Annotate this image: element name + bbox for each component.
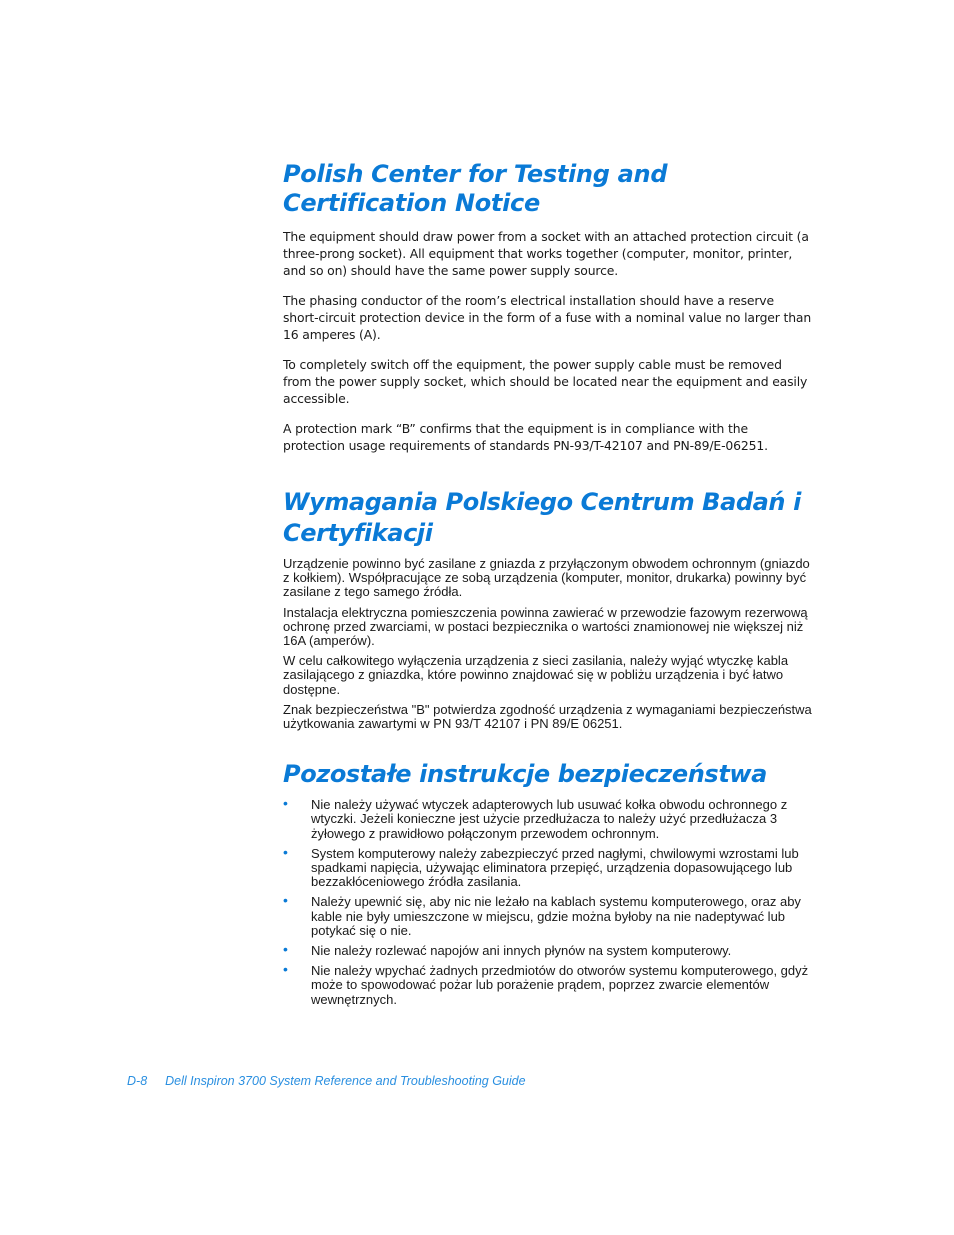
page-footer (127, 1074, 526, 1088)
list-item (283, 941, 813, 959)
section-heading-polish-center: Polish Center for Testing and Certification Notice (283, 160, 668, 217)
footer-title: Dell Inspiron 3700 System Reference and Troubleshooting Guide (165, 1074, 526, 1088)
paragraph: A protection mark “B” confirms that the equipment is in compliance with the protection usage requirements of standards PN-93/T-42107 and PN-89/E-06251. (283, 421, 768, 453)
list-item-text: Nie należy używać wtyczek adapterowych lub usuwać kołka obwodu ochronnego z wtyczki. Jeżeli konieczne jest użycie przedłużacza to należy użyć przedłużacza 3 żyłowego z prawidłowo połączonym przewodem ochronnym. (311, 797, 788, 841)
bullet-icon: • (283, 843, 288, 860)
list-item (283, 961, 813, 1007)
bullet-icon: • (283, 795, 288, 812)
bullet-icon: • (283, 892, 288, 909)
bullet-icon: • (283, 941, 288, 958)
list-item (283, 795, 813, 841)
section-heading-pozostale: Pozostałe instrukcje bezpieczeństwa (283, 760, 767, 789)
paragraph: To completely switch off the equipment, the power supply cable must be removed from the power supply socket, which should be located near the equipment and easily accessible. (283, 357, 808, 406)
page-content (283, 160, 813, 1013)
paragraph: The phasing conductor of the room’s electrical installation should have a reserve short-circuit protection device in the form of a fuse with a nominal value no larger than 16 amperes (A). (283, 293, 812, 342)
list-item (283, 892, 813, 938)
paragraph: W celu całkowitego wyłączenia urządzenia z sieci zasilania, należy wyjąć wtyczkę kabla zasilającego z gniazdka, które powinno znajdować się w pobliżu urządzenia i być łatwo dostępne. (283, 653, 789, 697)
safety-instruction-list (283, 795, 813, 1007)
section-heading-wymagania: Wymagania Polskiego Centrum Badań i Certyfikacji (283, 488, 801, 547)
list-item-text: System komputerowy należy zabezpieczyć przed nagłymi, chwilowymi wzrostami lub spadkami napięcia, używając eliminatora przepięć, urządzenia dopasowującego lub bezzakłóceniowego źródła zasilania. (311, 845, 799, 890)
paragraph: The equipment should draw power from a socket with an attached protection circuit (a three-prong socket). All equipment that works together (computer, monitor, printer, and so on) should have the same power supply source. (283, 229, 809, 278)
page-number: D-8 (127, 1074, 148, 1088)
list-item-text: Nie należy wpychać żadnych przedmiotów do otworów systemu komputerowego, gdyż może to spowodować pożar lub porażenie prądem, poprzez zwarcie elementów wewnętrznych. (311, 963, 809, 1007)
list-item (283, 843, 813, 890)
list-item-text: Należy upewnić się, aby nic nie leżało na kablach systemu komputerowego, oraz aby kable nie były umieszczone w miejscu, gdzie można byłoby na nie nadeptywać lub potykać się o nie. (311, 894, 801, 938)
paragraph: Znak bezpieczeństwa "B" potwierdza zgodność urządzenia z wymaganiami bezpieczeństwa użytkowania zawartymi w PN 93/T 42107 i PN 89/E 06251. (283, 701, 812, 732)
paragraph: Urządzenie powinno być zasilane z gniazda z przyłączonym obwodem ochronnym (gniazdo z kołkiem). Współpracujące ze sobą urządzenia (komputer, monitor, drukarka) powinny być zasilane z tego samego źródła. (283, 556, 810, 600)
bullet-icon: • (283, 961, 288, 978)
paragraph: Instalacja elektryczna pomieszczenia powinna zawierać w przewodzie fazowym rezerwową ochronę przed zwarciami, w postaci bezpiecznika o wartości znamionowej nie większej niż 16A (amperów). (283, 604, 808, 649)
list-item-text: Nie należy rozlewać napojów ani innych płynów na system komputerowy. (311, 943, 732, 959)
